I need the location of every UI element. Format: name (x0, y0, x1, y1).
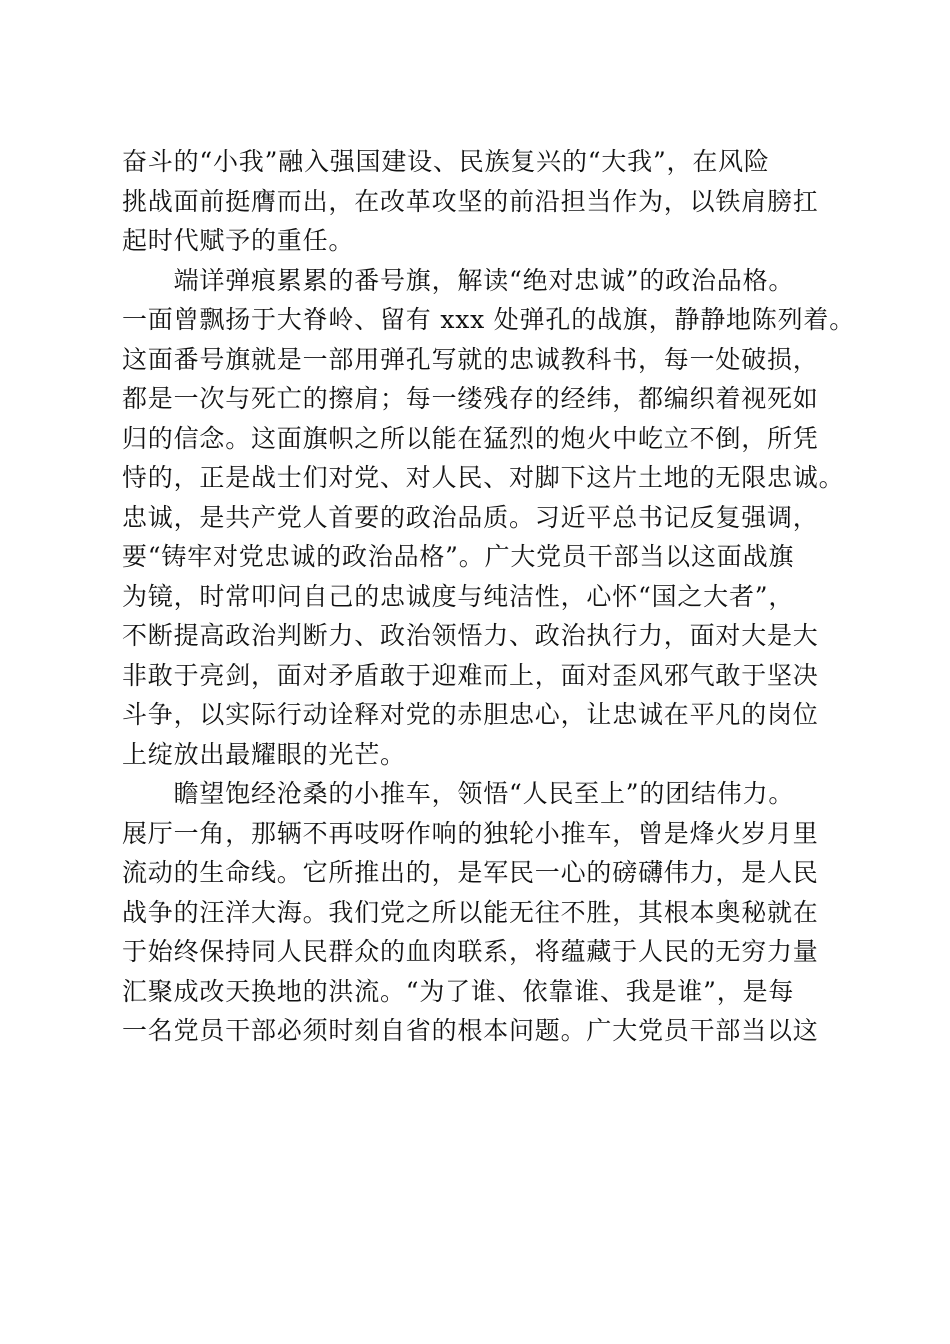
text-line: 汇聚成改天换地的洪流。“为了谁、依靠谁、我是谁”，是每 (122, 976, 795, 1006)
body-text (122, 142, 855, 1051)
paragraph-3 (122, 774, 842, 1051)
text-line: 端详弹痕累累的番号旗，解读“绝对忠诚”的政治品格。 (122, 265, 795, 295)
paragraph-2 (122, 261, 855, 775)
text-line: 一名党员干部必须时刻自省的根本问题。广大党员干部当以这 (122, 1016, 819, 1045)
text-line: 奋斗的“小我”融入强国建设、民族复兴的“大我”，在风险 (122, 147, 770, 176)
text-line: 展厅一角，那辆不再吱呀作响的独轮小推车，曾是烽火岁月里 (122, 818, 819, 848)
text-line: 斗争，以实际行动诠释对党的赤胆忠心，让忠诚在平凡的岗位 (122, 700, 819, 729)
text-line: 不断提高政治判断力、政治领悟力、政治执行力，面对大是大 (122, 621, 819, 650)
text-line: 瞻望饱经沧桑的小推车，领悟“人民至上”的团结伟力。 (122, 779, 795, 808)
text-line: 挑战面前挺膺而出，在改革攻坚的前沿担当作为，以铁肩膀扛 (122, 186, 819, 216)
text-line: 上绽放出最耀眼的光芒。 (122, 739, 406, 769)
text-line: 一面曾飘扬于大脊岭、留有 xxx 处弹孔的战旗，静静地陈列着。 (122, 305, 855, 334)
text-line: 起时代赋予的重任。 (122, 226, 355, 255)
text-line: 归的信念。这面旗帜之所以能在猛烈的炮火中屹立不倒，所凭 (122, 423, 819, 453)
paragraph-1 (122, 142, 842, 261)
text-line: 于始终保持同人民群众的血肉联系，将蕴藏于人民的无穷力量 (122, 937, 819, 966)
text-line: 恃的，正是战士们对党、对人民、对脚下这片土地的无限忠诚。 (122, 463, 845, 492)
text-line: 非敢于亮剑，面对矛盾敢于迎难而上，面对歪风邪气敢于坚决 (122, 660, 819, 690)
text-line: 流动的生命线。它所推出的，是军民一心的磅礴伟力，是人民 (122, 858, 819, 887)
text-line: 都是一次与死亡的擦肩；每一缕残存的经纬，都编织着视死如 (122, 384, 819, 413)
text-line: 要“铸牢对党忠诚的政治品格”。广大党员干部当以这面战旗 (122, 542, 795, 571)
text-line: 这面番号旗就是一部用弹孔写就的忠诚教科书，每一处破损， (122, 344, 819, 374)
text-line: 战争的汪洋大海。我们党之所以能无往不胜，其根本奥秘就在 (122, 897, 819, 927)
text-line: 为镜，时常叩问自己的忠诚度与纯洁性，心怀“国之大者”， (122, 581, 795, 611)
text-line: 忠诚，是共产党人首要的政治品质。习近平总书记反复强调， (122, 502, 819, 532)
